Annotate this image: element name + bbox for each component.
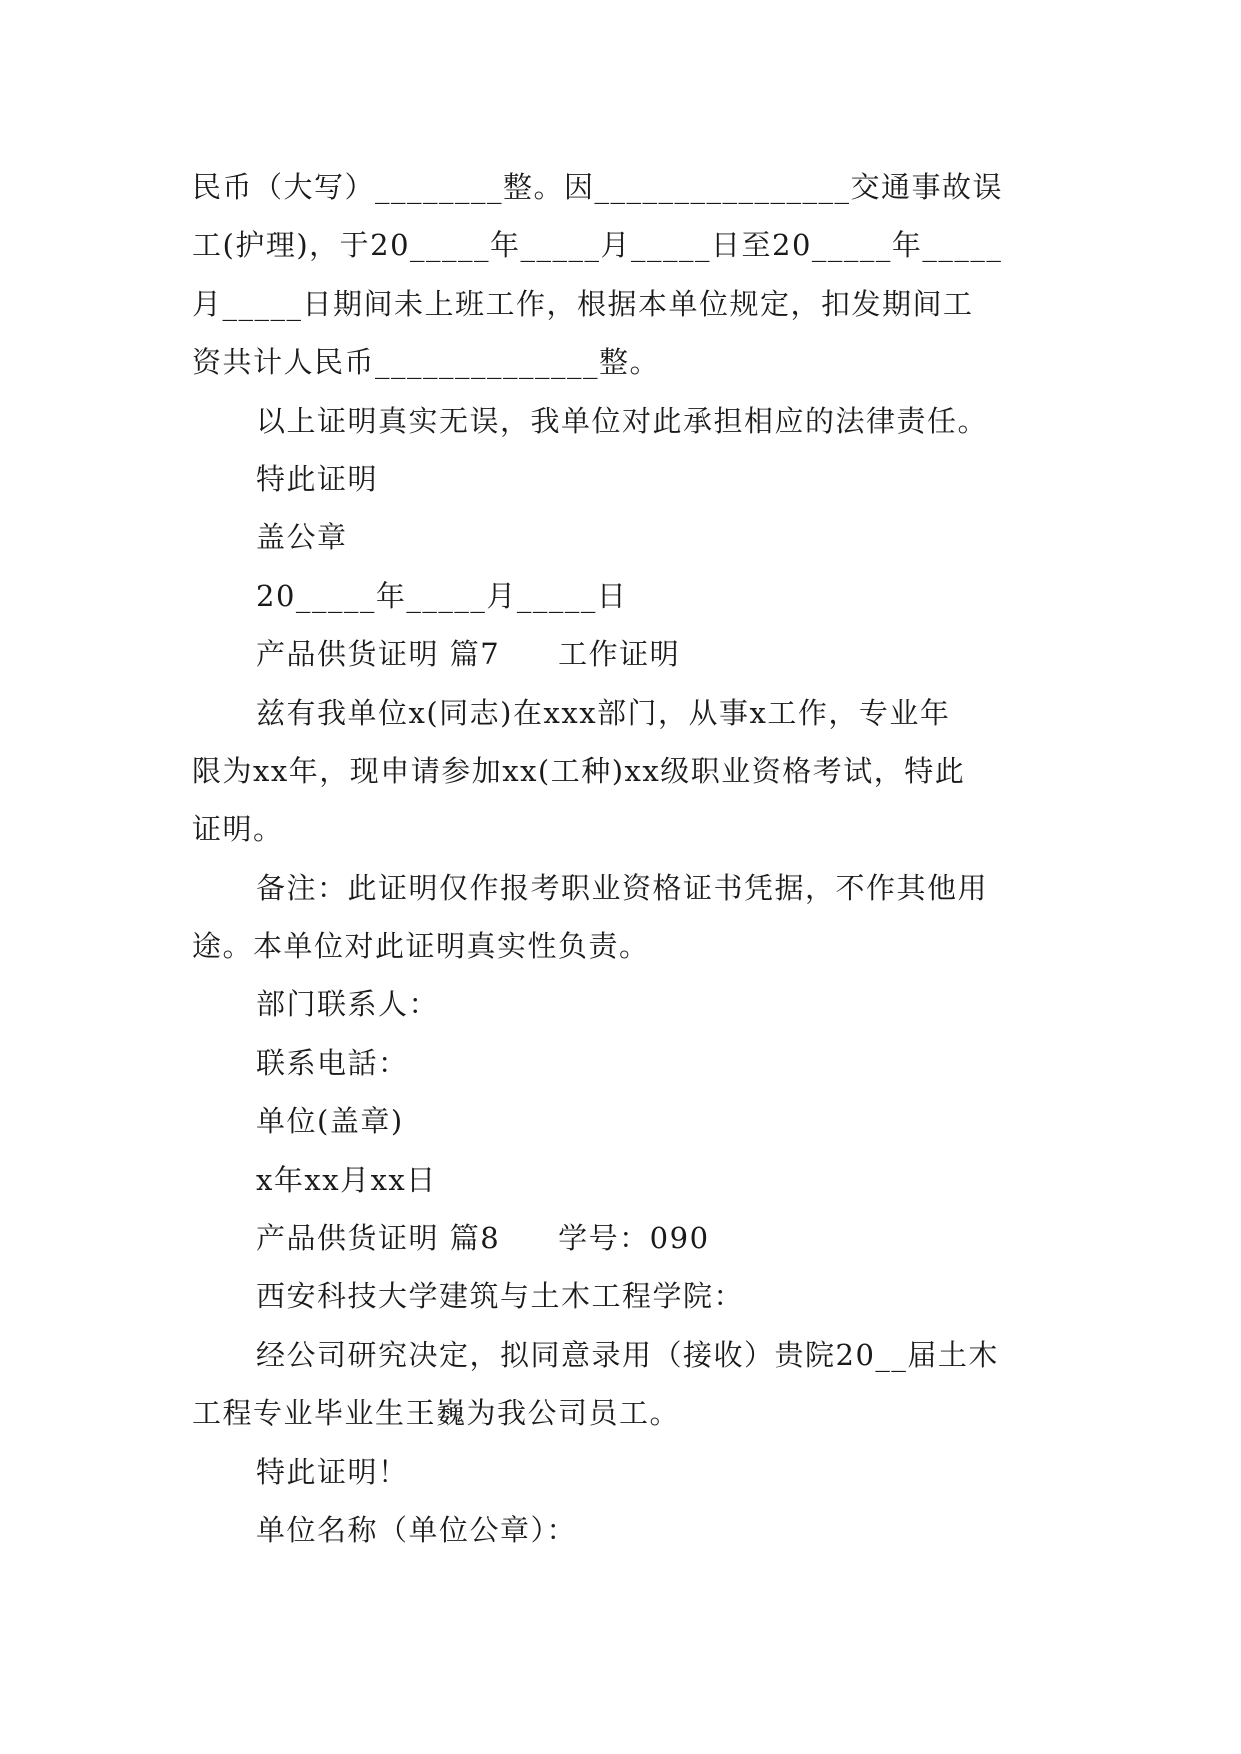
section-title: 产品供货证明 篇8 [256,1221,501,1256]
date-line: 20_____年_____月_____日 [256,578,628,613]
text-line: 备注：此证明仅作报考职业资格证书凭据，不作其他用 [256,870,989,905]
text-line: 工(护理)，于20_____年_____月_____日至20_____年_____ [192,228,1003,263]
text-line: 兹有我单位x(同志)在xxx部门，从事x工作，专业年 [256,695,951,730]
text-line: 工程专业毕业生王巍为我公司员工。 [192,1396,681,1431]
date-line: x年xx月xx日 [256,1162,437,1197]
section-heading-7 [192,625,1072,683]
text-line: 经公司研究决定，拟同意录用（接收）贵院20__届土木 [256,1337,999,1372]
text-line: 以上证明真实无误，我单位对此承担相应的法律责任。 [256,403,989,438]
section-heading-8 [192,1209,1072,1267]
document-body [192,158,1072,1559]
text-line: 限为xx年，现申请参加xx(工种)xx级职业资格考试，特此 [192,753,966,788]
text-line: 证明。 [192,812,284,847]
text-line: 特此证明 [256,461,379,496]
text-line: 部门联系人： [256,987,440,1022]
text-line: 盖公章 [256,520,348,555]
section-title: 产品供货证明 篇7 [256,637,501,672]
text-line: 特此证明！ [256,1454,409,1489]
section-subtitle: 学号：090 [558,1221,710,1256]
text-line: 民币（大写）________整。因________________交通事故误 [192,170,1004,204]
text-line: 月_____日期间未上班工作，根据本单位规定，扣发期间工 [192,286,974,321]
text-line: 单位(盖章) [256,1104,404,1139]
text-line: 西安科技大学建筑与土木工程学院： [256,1279,745,1314]
text-line: 途。本单位对此证明真实性负责。 [192,929,650,964]
section-subtitle: 工作证明 [558,637,681,672]
text-line: 单位名称（单位公章）： [256,1512,578,1547]
text-line: 资共计人民币______________整。 [192,345,661,380]
text-line: 联系电話： [256,1045,409,1080]
